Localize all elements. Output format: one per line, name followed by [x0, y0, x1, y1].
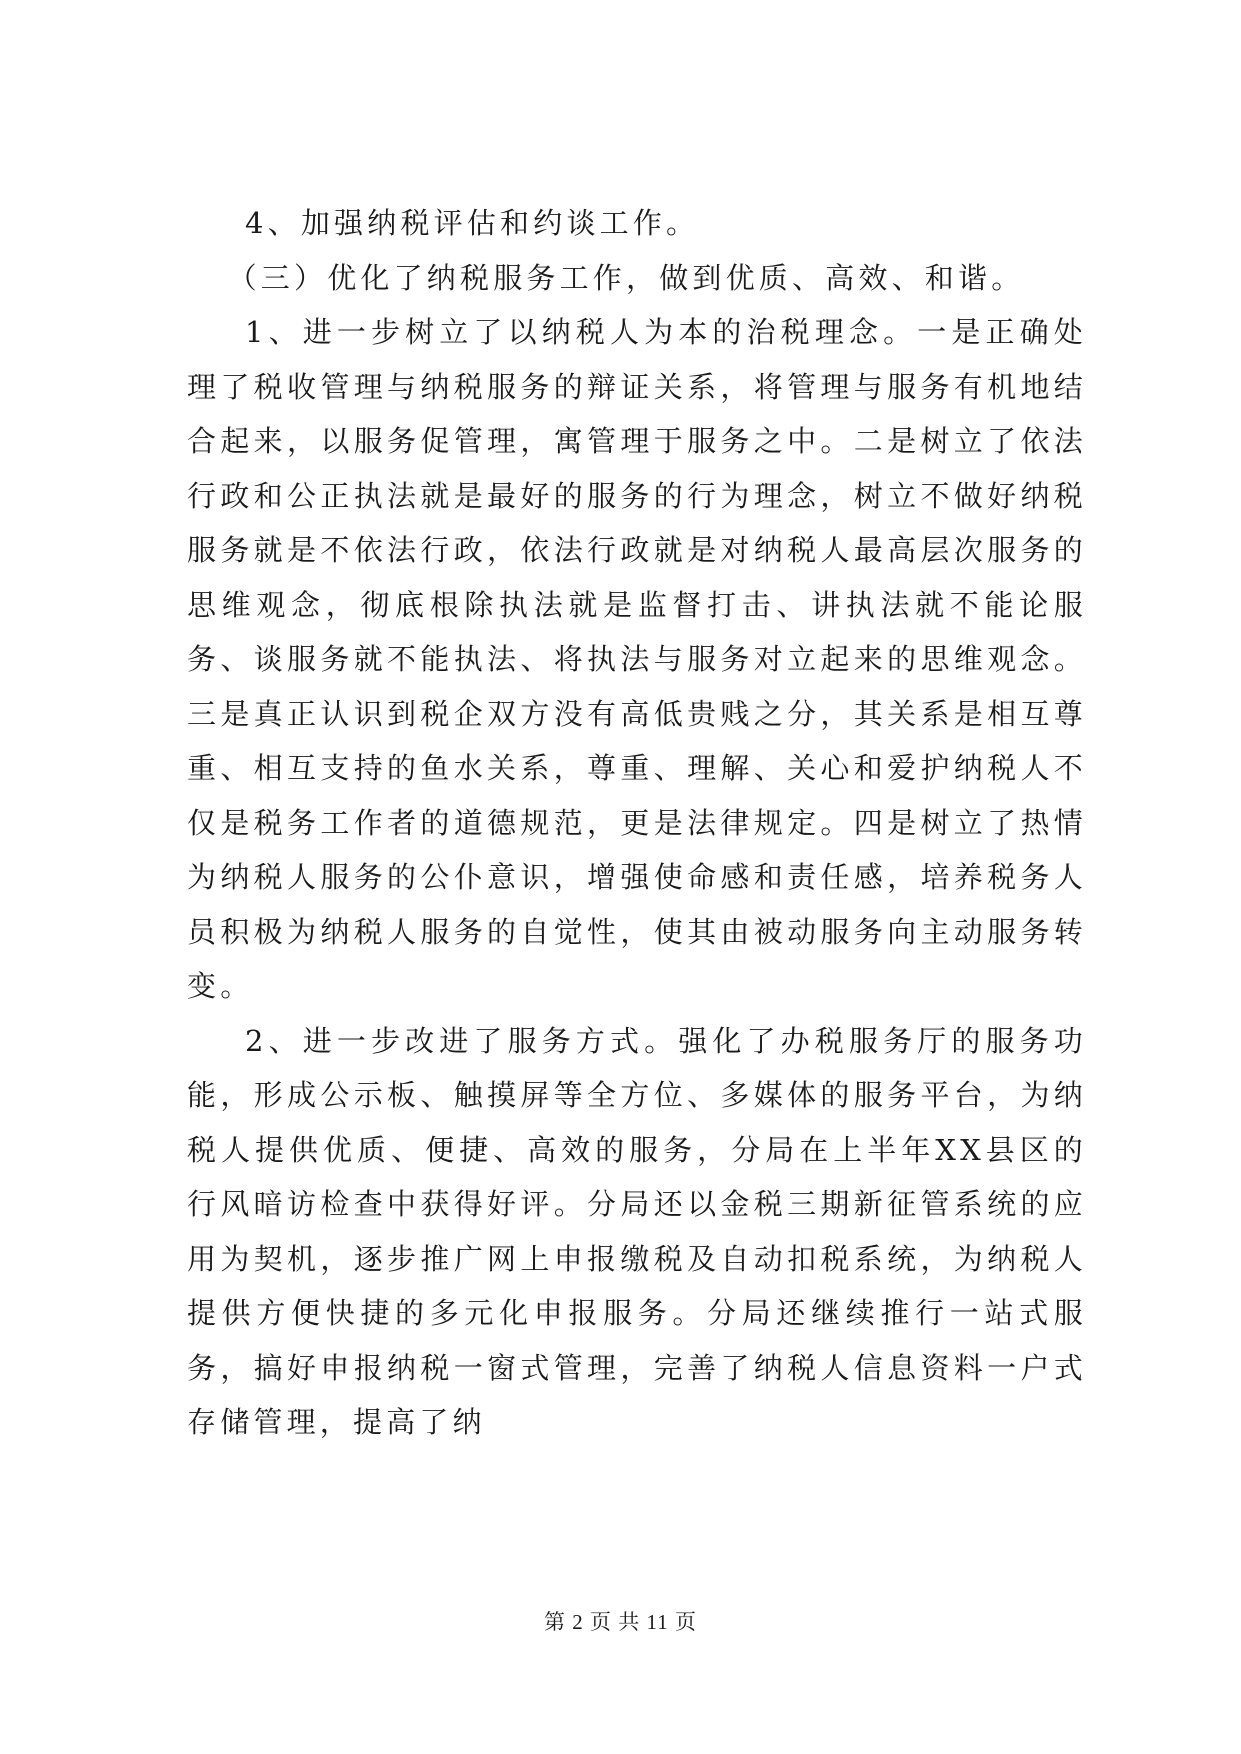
paragraph-item-2: 2、进一步改进了服务方式。强化了办税服务厅的服务功能，形成公示板、触摸屏等全方位、多媒体的服务平台，为纳税人提供优质、便捷、高效的服务，分局在上半年XX县区的行风暗访检查中获得好评。分局还以金税三期新征管系统的应用为契机，逐步推广网上申报缴税及自动扣税系统，为纳税人提供方便快捷的多元化申报服务。分局还继续推行一站式服务，搞好申报纳税一窗式管理，完善了纳税人信息资料一户式存储管理，提高了纳	[187, 1023, 1087, 1439]
section-heading-3: （三）优化了纳税服务工作，做到优质、高效、和谐。	[227, 260, 1025, 295]
paragraph-item-4: 4、加强纳税评估和约谈工作。	[245, 206, 700, 240]
document-body	[187, 196, 1087, 1450]
page-number-footer: 第 2 页 共 11 页	[544, 1610, 697, 1634]
paragraph-item-1: 1、进一步树立了以纳税人为本的治税理念。一是正确处理了税收管理与纳税服务的辩证关系，将管理与服务有机地结合起来，以服务促管理，寓管理于服务之中。二是树立了依法行政和公正执法就是最好的服务的行为理念，树立不做好纳税服务就是不依法行政，依法行政就是对纳税人最高层次服务的思维观念，彻底根除执法就是监督打击、讲执法就不能论服务、谈服务就不能执法、将执法与服务对立起来的思维观念。三是真正认识到税企双方没有高低贵贱之分，其关系是相互尊重、相互支持的鱼水关系，尊重、理解、关心和爱护纳税人不仅是税务工作者的道德规范，更是法律规定。四是树立了热情为纳税人服务的公仆意识，增强使命感和责任感，培养税务人员积极为纳税人服务的自觉性，使其由被动服务向主动服务转变。	[187, 315, 1087, 1003]
